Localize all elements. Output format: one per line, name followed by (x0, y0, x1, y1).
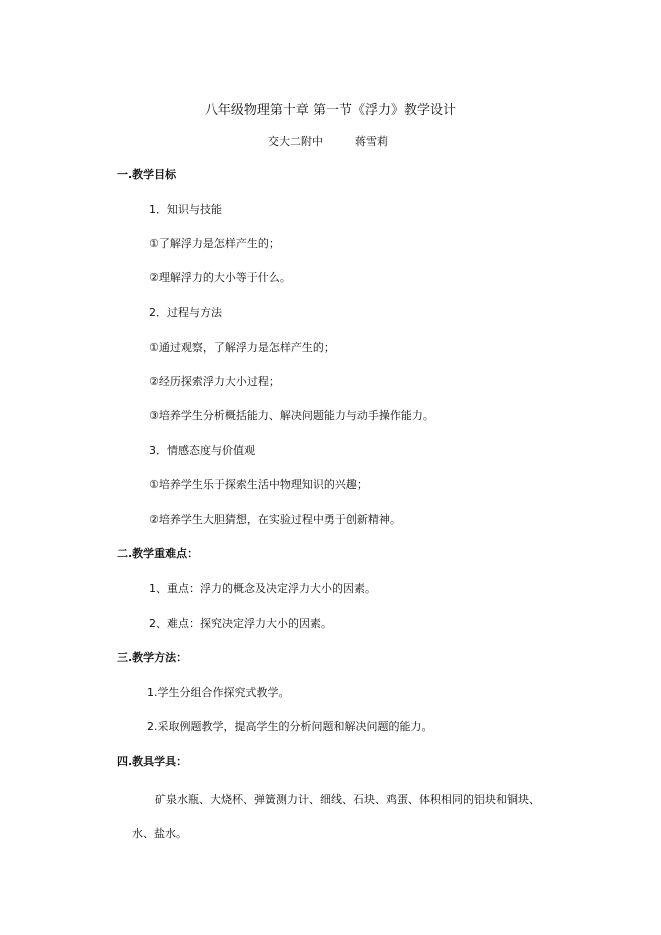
objective-item: ②理解浮力的大小等于什么。 (149, 271, 291, 284)
section-heading-key-points: 二.教学重难点： (117, 547, 199, 560)
objective-item: ①通过观察，了解浮力是怎样产生的； (149, 341, 335, 354)
method-item: 2.采取例题教学，提高学生的分析问题和解决问题的能力。 (147, 720, 433, 733)
author-line (268, 135, 388, 149)
document-title: 八年级物理第十章 第一节《浮力》教学设计 (204, 103, 457, 118)
objective-item: 2．过程与方法 (149, 306, 222, 319)
materials-line: 矿泉水瓶、大烧杯、弹簧测力计、细线、石块、鸡蛋、体积相同的铝块和铜块、 (155, 793, 540, 806)
objective-item: 1．知识与技能 (149, 203, 222, 216)
section-heading-methods: 三.教学方法： (117, 651, 188, 664)
author-name: 蒋雪莉 (355, 135, 388, 148)
objective-item: ②经历探索浮力大小过程； (149, 375, 280, 388)
section-heading-objectives: 一.教学目标 (117, 168, 177, 181)
key-point-item: 2、难点：探究决定浮力大小的因素。 (149, 617, 332, 630)
objective-item: ①了解浮力是怎样产生的； (149, 237, 280, 250)
objective-item: 3．情感态度与价值观 (149, 444, 255, 457)
key-point-item: 1、重点：浮力的概念及决定浮力大小的因素。 (149, 582, 376, 595)
objective-item: ①培养学生乐于探索生活中物理知识的兴趣； (149, 478, 368, 491)
objective-item: ②培养学生大胆猜想，在实验过程中勇于创新精神。 (149, 513, 401, 526)
materials-line: 水、盐水。 (132, 827, 187, 840)
objective-item: ③培养学生分析概括能力、解决问题能力与动手操作能力。 (149, 409, 434, 422)
section-heading-materials: 四.教具学具： (117, 755, 188, 768)
school-name: 交大二附中 (268, 135, 323, 148)
method-item: 1.学生分组合作探究式教学。 (147, 686, 290, 699)
